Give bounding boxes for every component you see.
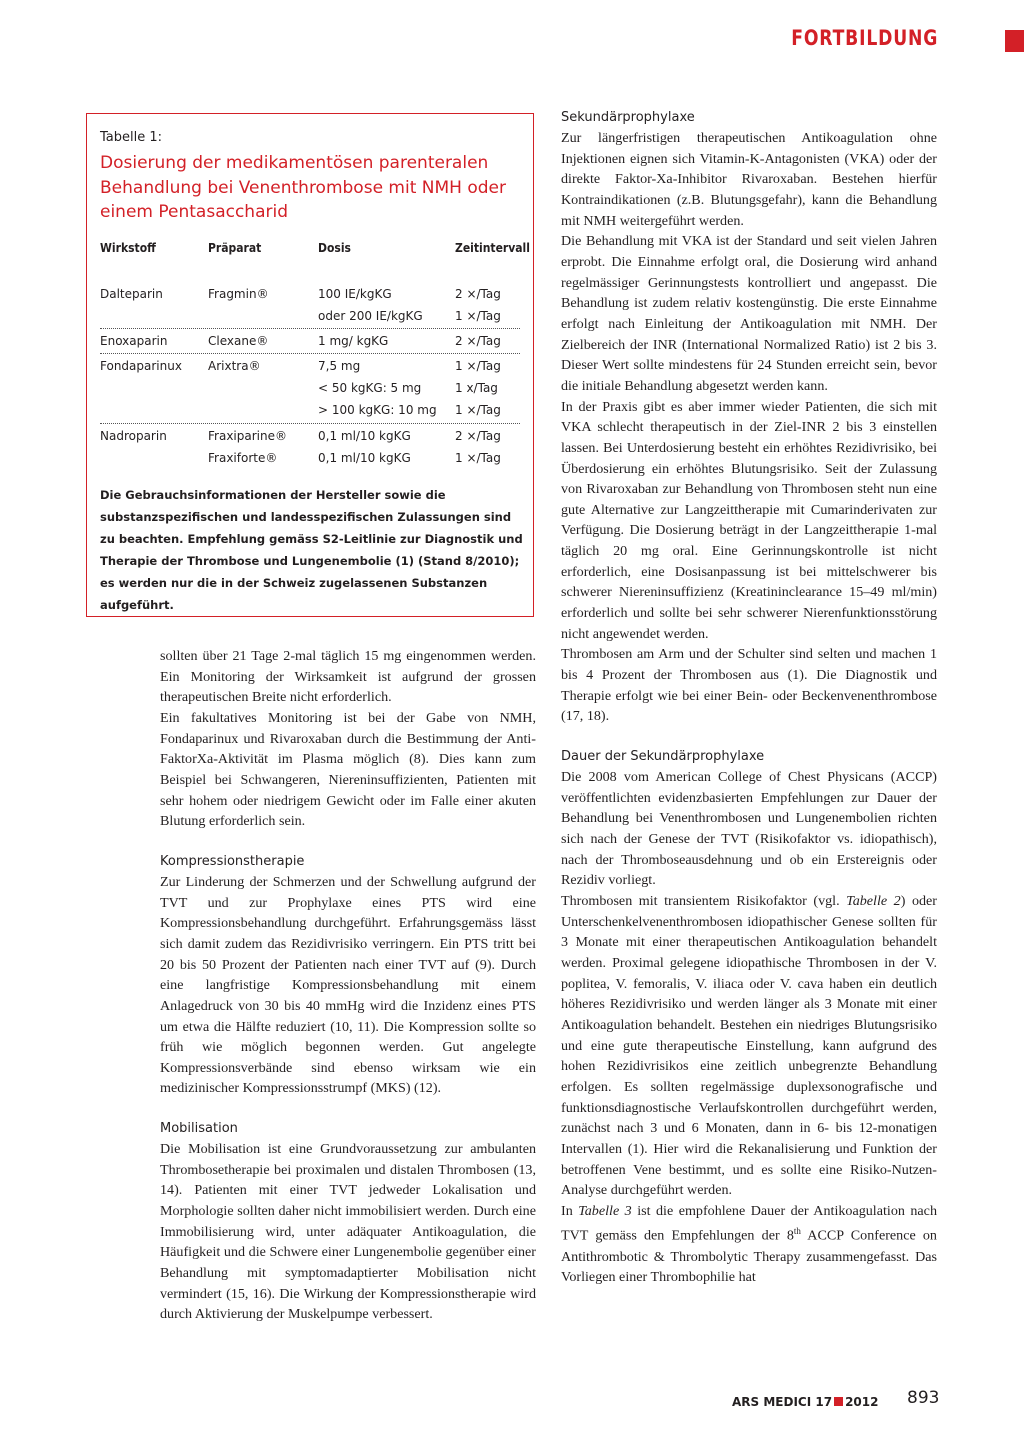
journal-year: 2012 — [845, 1395, 879, 1409]
right-column — [561, 108, 937, 1288]
table-cell: Fraxiforte® — [208, 451, 278, 465]
page-number: 893 — [907, 1388, 940, 1408]
table-cell: Fondaparinux — [100, 359, 182, 373]
heading-mobilisation: Mobilisation — [160, 1121, 238, 1137]
table-cell: oder 200 IE/kgKG — [318, 309, 423, 323]
table-cell: 100 IE/kgKG — [318, 287, 392, 301]
table-cell: Fragmin® — [208, 287, 269, 301]
table-divider — [100, 423, 520, 424]
paragraph: In Tabelle 3 ist die empfohlene Dauer der Antikoagulation nach TVT gemäss den Empfehlungen der 8th ACCP Conference on Antithrombotic & Thrombolytic Therapy zusammengefasst. Das Vorliegen einer Thrombophilie hat — [561, 1202, 937, 1286]
table-header-zeitintervall: Zeitintervall — [455, 241, 530, 255]
table-header-wirkstoff: Wirkstoff — [100, 241, 156, 255]
table-cell: 1 ×/Tag — [455, 359, 501, 373]
journal-name: ARS MEDICI 17 — [732, 1395, 833, 1409]
table-reference: Tabelle 2 — [846, 892, 901, 909]
paragraph: Die Mobilisation ist eine Grundvoraussetzung zur ambulanten Thrombosetherapie bei proximalen und distalen Thrombosen (13, 14). Patienten mit einer TVT jedweder Lokalisation und Morphologie sollten daher nicht immobilisiert werden. Durch eine Immobilisierung wird, unter adäquater Antikoagulation, die Häufigkeit und die Schwere einer Lungenembolie gegenüber einer Behandlung mit symptomadaptierter Mobilisation nicht vermindert (15, 16). Die Wirkung der Kompressionstherapie wird durch Aktivierung der Muskelpumpe verbessert. — [160, 1141, 536, 1323]
table-reference: Tabelle 3 — [578, 1202, 632, 1219]
paragraph: Zur längerfristigen therapeutischen Antikoagulation ohne Injektionen eignen sich Vitamin-K-Antagonisten (VKA) oder der direkte Faktor-Xa-Inhibitor Rivaroxaban. Bestehen hierfür Kontraindikationen (z.B. Blutungsgefahr), kann die Behandlung mit NMH weitergeführt werden. — [561, 130, 937, 229]
heading-dauer-sekundaerprophylaxe: Dauer der Sekundärprophylaxe — [561, 749, 765, 765]
paragraph: Thrombosen am Arm und der Schulter sind selten und machen 1 bis 4 Prozent der Thrombosen aus (1). Die Diagnostik und Therapie erfolgt wie bei einer Bein- oder Beckenvenenthrombose (17, 18). — [561, 646, 937, 725]
paragraph: Die Behandlung mit VKA ist der Standard und seit vielen Jahren erprobt. Die Einnahme erfolgt oral, die Dosierung wird anhand regelmässiger Gerinnungstests kontrolliert und angepasst. Die Behandlung ist zudem relativ kostengünstig. Die erste Einnahme erfolgt nach Einleitung der Antikoagulation mit NMH. Der Zielbereich der INR (International Normalized Ratio) ist 2 bis 3. Dieser Wert sollte mindestens für 24 Stunden erreicht sein, bevor die initiale Behandlung abgesetzt werden kann. — [561, 233, 937, 394]
table-header-praeparat: Präparat — [208, 241, 262, 255]
square-icon — [834, 1397, 843, 1406]
table-cell: 7,5 mg — [318, 359, 361, 373]
table-cell: Enoxaparin — [100, 334, 168, 348]
table-cell: Dalteparin — [100, 287, 163, 301]
paragraph: Die 2008 vom American College of Chest Physicans (ACCP) veröffentlichten evidenzbasierten Empfehlungen zur Dauer der Behandlung bei Venenthrombosen und Lungenembolien richten sich nach der Genese der TVT (Risikofaktor vs. idiopathisch), nach der Thromboseausdehnung und ob ein Erstereignis oder Rezidiv vorliegt. — [561, 769, 937, 889]
table-cell: 2 ×/Tag — [455, 429, 501, 443]
table-cell: 1 ×/Tag — [455, 451, 501, 465]
section-title: FORTBILDUNG — [791, 26, 938, 50]
table-cell: Clexane® — [208, 334, 269, 348]
table-cell: 1 ×/Tag — [455, 403, 501, 417]
table-note: Die Gebrauchsinformationen der Hersteller sowie die substanzspezifischen und landesspezifischen Zulassungen sind zu beachten. Empfehlung gemäss S2-Leitlinie zur Diagnostik und Therapie der Thrombose und Lungenembolie (1) (Stand 8/2010); es werden nur die in der Schweiz zugelassenen Substanzen aufgeführt. — [100, 488, 523, 612]
table-cell: 0,1 ml/10 kgKG — [318, 429, 411, 443]
table-cell: 1 ×/Tag — [455, 309, 501, 323]
heading-sekundaerprophylaxe: Sekundärprophylaxe — [561, 110, 695, 125]
table-cell: 1 mg/ kgKG — [318, 334, 389, 348]
table-cell: > 100 kgKG: 10 mg — [318, 403, 437, 417]
section-marker — [1005, 30, 1024, 52]
table-cell: 2 ×/Tag — [455, 334, 501, 348]
paragraph: Thrombosen mit transientem Risikofaktor (vgl. Tabelle 2) oder Unterschenkelvenenthrombosen idiopathischer Genese sollten für 3 Monate mit einer therapeutischen Antikoagulation behandelt werden. Proximal gelegene idiopathische Thrombosen in der V. poplitea, V. femoralis, V. iliaca oder V. cava haben ein deutlich höheres Rezidivrisiko und werden länger als 3 Monate mit einer Antikoagulation behandelt. Bestehen ein niedriges Blutungsrisiko und eine gute therapeutische Einstellung, kann aufgrund des hohen Rezidivrisikos eine zeitlich unbegrenzte Behandlung erfolgen. Es sollten regelmässige duplexsonografische und funktionsdiagnostische Verlaufskontrollen durchgeführt werden, zunächst nach 3 und 6 Monaten, dann in 6- bis 12-monatigen Intervallen (1). Hier wird die Rekanalisierung und Funktion der betroffenen Vene bestimmt, und es sollte eine Risiko-Nutzen-Analyse durchgeführt werden. — [561, 892, 937, 1199]
paragraph: sollten über 21 Tage 2-mal täglich 15 mg eingenommen werden. Ein Monitoring der Wirksamkeit ist aufgrund der grossen therapeutischen Breite nicht erforderlich. — [160, 648, 536, 706]
heading-kompressionstherapie: Kompressionstherapie — [160, 853, 305, 869]
table-cell: Fraxiparine® — [208, 429, 287, 443]
table-title: Dosierung der medikamentösen parenteralen Behandlung bei Venenthrombose mit NMH oder einem Pentasaccharid — [100, 153, 506, 222]
table-cell: 1 x/Tag — [455, 381, 498, 395]
table-cell: 2 ×/Tag — [455, 287, 501, 301]
table-cell: 0,1 ml/10 kgKG — [318, 451, 411, 465]
left-column — [160, 646, 536, 1325]
table-header-dosis: Dosis — [318, 241, 351, 255]
paragraph: In der Praxis gibt es aber immer wieder Patienten, die sich mit VKA schlecht therapeutisch in der Ziel-INR 2 bis 3 einstellen lassen. Bei Unterdosierung besteht ein erhöhtes Rezidivrisiko, bei Überdosierung ein erhöhtes Blutungsrisiko. Seit der Zulassung von Rivaroxaban zur Behandlung von Thrombosen steht nun eine gute Alternative zur Langzeittherapie mit Cumarinderivaten zur Verfügung. Die Dosierung beträgt in der Langzeittherapie 1-mal täglich 20 mg oral. Eine Gerinnungskontrolle ist nicht erforderlich, eine Dosisanpassung ist bei mittelschwerer bis schwerer Niereninsuffizienz (Kreatininclearance 15–49 ml/min) erforderlich und sollte bei sehr schwerer Nierenfunktionsstörung nicht angewendet werden. — [561, 398, 937, 642]
table-cell: < 50 kgKG: 5 mg — [318, 381, 422, 395]
paragraph: Zur Linderung der Schmerzen und der Schwellung aufgrund der TVT und zur Prophylaxe eines PTS wird eine Kompressionsbehandlung durchgeführt. Erfahrungsgemäss lässt sich damit zudem das Rezidivrisiko verringern. Ein PTS tritt bei 20 bis 50 Prozent der Patienten nach einer TVT auf (9). Durch eine langfristige Kompressionsbehandlung mit einem Anlagedruck von 30 bis 40 mmHg wird die Inzidenz eines PTS um etwa die Hälfte reduziert (10, 11). Die Kompression sollte so früh wie möglich begonnen werden. Gut angelegte Kompressionsverbände sind ebenso wirksam wie ein medizinischer Kompressionsstrumpf (MKS) (12). — [160, 873, 536, 1097]
footer-journal — [732, 1395, 878, 1409]
paragraph: Ein fakultatives Monitoring ist bei der Gabe von NMH, Fondaparinux und Rivaroxaban durch die Bestimmung der Anti-FaktorXa-Aktivität im Plasma möglich (8). Dies kann zum Beispiel bei Schwangeren, Niereninsuffizienten, Patienten mit sehr hohem oder niedrigem Gewicht oder im Falle einer akuten Blutung erforderlich sein. — [160, 709, 536, 830]
table-label: Tabelle 1: — [100, 130, 163, 145]
table-divider — [100, 353, 520, 354]
table-cell: Nadroparin — [100, 429, 167, 443]
table-divider — [100, 328, 520, 329]
table-cell: Arixtra® — [208, 359, 261, 373]
